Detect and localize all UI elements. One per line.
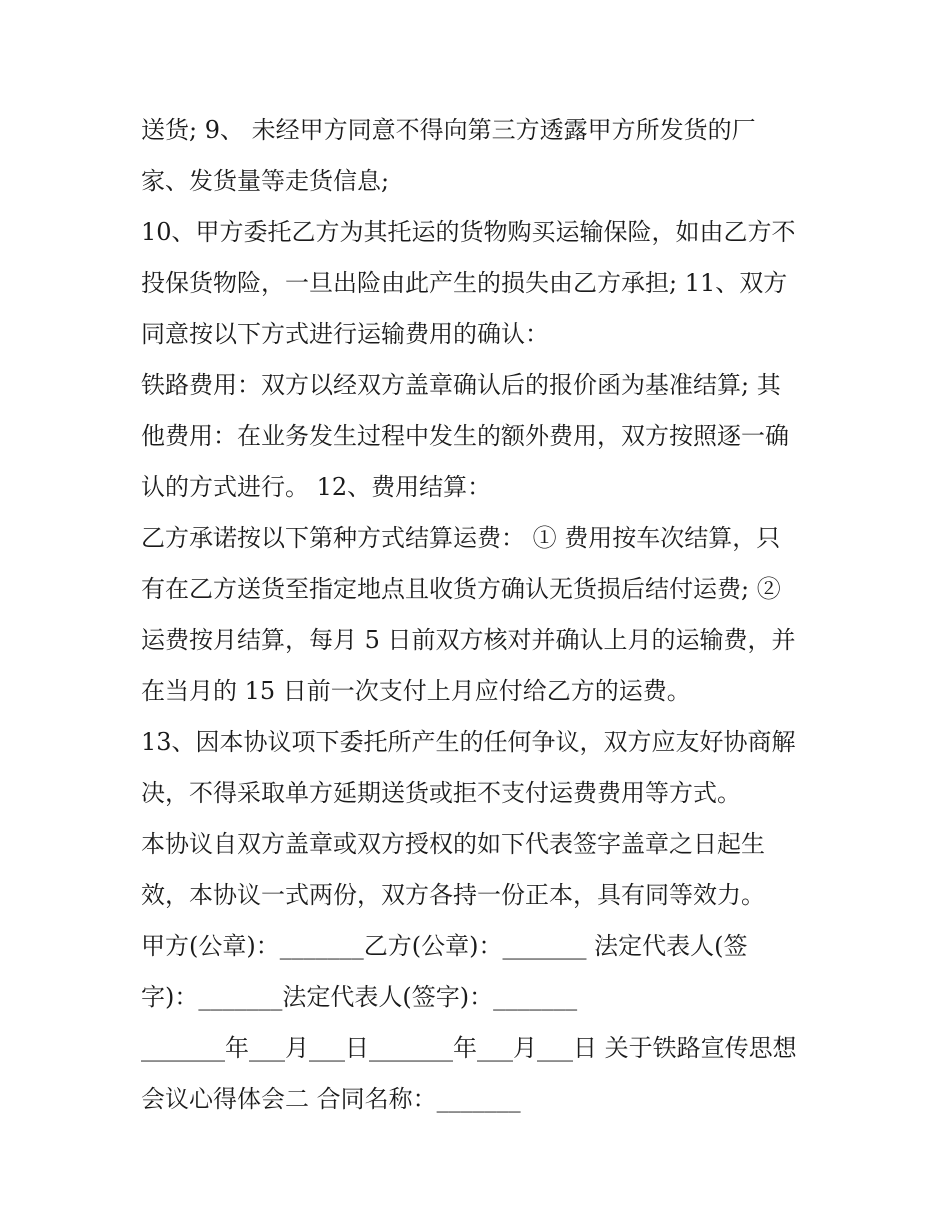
text-line: 决，不得采取单方延期送货或拒不支付运费费用等方式。	[141, 779, 741, 807]
text-line: 本协议自双方盖章或双方授权的如下代表签字盖章之日起生	[141, 830, 765, 858]
signature-line: 字)：_______法定代表人(签字)：_______	[141, 983, 578, 1011]
text-line: 13、因本协议项下委托所产生的任何争议，双方应友好协商解	[141, 728, 796, 756]
text-line: 乙方承诺按以下第种方式结算运费： ① 费用按车次结算，只	[141, 524, 781, 552]
text-line: 家、发货量等走货信息;	[141, 167, 390, 195]
text-line: 他费用：在业务发生过程中发生的额外费用，双方按照逐一确	[141, 422, 789, 450]
text-line: 运费按月结算，每月 5 日前双方核对并确认上月的运输费，并	[141, 626, 796, 654]
text-line: 认的方式进行。 12、费用结算：	[141, 473, 492, 501]
text-line: 会议心得体会二 合同名称：_______	[141, 1085, 521, 1113]
text-line: 送货; 9、 未经甲方同意不得向第三方透露甲方所发货的厂	[141, 116, 756, 144]
text-line: 在当月的 15 日前一次支付上月应付给乙方的运费。	[141, 677, 691, 705]
text-line: 投保货物险，一旦出险由此产生的损失由乙方承担; 11、双方	[141, 269, 788, 297]
date-line: _______年___月___日_______年___月___日 关于铁路宣传思想	[141, 1034, 797, 1062]
signature-line: 甲方(公章)：_______乙方(公章)：_______ 法定代表人(签	[141, 932, 748, 960]
text-line: 铁路费用：双方以经双方盖章确认后的报价函为基准结算; 其	[141, 371, 781, 399]
text-line: 10、甲方委托乙方为其托运的货物购买运输保险，如由乙方不	[141, 218, 796, 246]
text-line: 效，本协议一式两份，双方各持一份正本，具有同等效力。	[141, 881, 765, 909]
text-line: 同意按以下方式进行运输费用的确认：	[141, 320, 549, 348]
text-line: 有在乙方送货至指定地点且收货方确认无货损后结付运费; ②	[141, 575, 781, 603]
